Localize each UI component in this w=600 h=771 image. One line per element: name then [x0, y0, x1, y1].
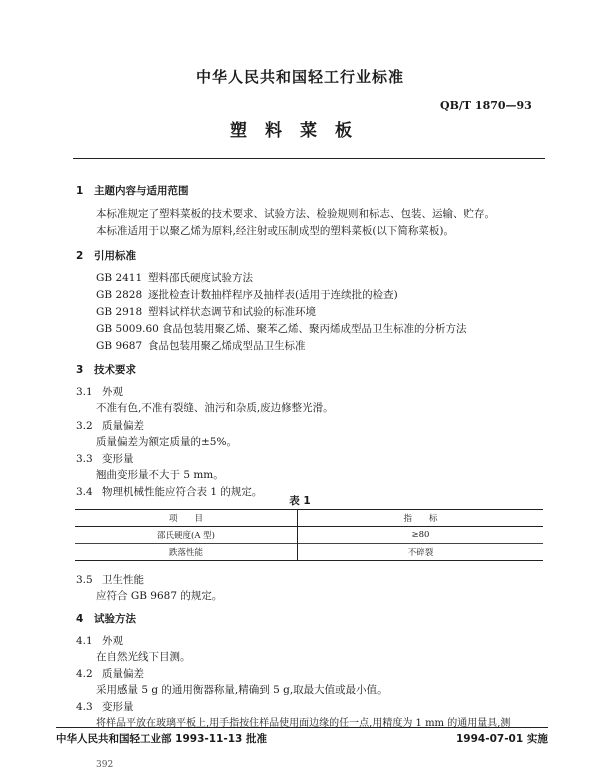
section-4-heading: 4 试验方法 — [76, 613, 136, 625]
clause-4-1-text: 在自然光线下目测。 — [96, 651, 191, 663]
issuing-org-heading: 中华人民共和国轻工行业标准 — [195, 68, 404, 86]
clause-3-2-text: 质量偏差为额定质量的±5%。 — [96, 436, 237, 448]
section-1-para-2: 本标准适用于以聚乙烯为原料,经注射或压制成型的塑料菜板(以下简称菜板)。 — [96, 225, 455, 237]
table-row — [75, 544, 543, 561]
clause-4-2-heading: 4.2 质量偏差 — [76, 668, 144, 680]
ref-item: GB 2918 塑料试样状态调节和试验的标准环境 — [96, 306, 316, 318]
clause-4-2-text: 采用感量 5 g 的通用衡器称量,精确到 5 g,取最大值或最小值。 — [96, 684, 388, 696]
clause-3-2-heading: 3.2 质量偏差 — [76, 420, 144, 432]
footer-rule — [56, 727, 548, 728]
clause-3-4-heading: 3.4 物理机械性能应符合表 1 的规定。 — [76, 486, 263, 498]
table-cell: 不碎裂 — [298, 544, 544, 561]
section-1-heading: 1 主题内容与适用范围 — [76, 185, 189, 197]
clause-3-5-heading: 3.5 卫生性能 — [76, 574, 144, 586]
title-rule — [73, 158, 545, 159]
table-cell: ≥80 — [298, 527, 544, 544]
clause-4-1-heading: 4.1 外观 — [76, 635, 123, 647]
standard-code: QB/T 1870—93 — [440, 99, 532, 112]
section-2-heading: 2 引用标准 — [76, 250, 136, 262]
table-cell: 跌落性能 — [75, 544, 298, 561]
implementation-date: 1994-07-01 实施 — [456, 733, 548, 745]
section-1-para-1: 本标准规定了塑料菜板的技术要求、试验方法、检验规则和标志、包装、运输、贮存。 — [96, 208, 495, 220]
clause-3-5-text: 应符合 GB 9687 的规定。 — [96, 590, 223, 602]
section-3-heading: 3 技术要求 — [76, 364, 136, 376]
clause-3-3-text: 翘曲变形量不大于 5 mm。 — [96, 469, 224, 481]
clause-3-1-heading: 3.1 外观 — [76, 386, 123, 398]
clause-4-3-heading: 4.3 变形量 — [76, 701, 134, 713]
clause-3-1-text: 不准有色,不准有裂缝、油污和杂质,废边修整光滑。 — [96, 402, 334, 414]
table-cell: 邵氏硬度(A 型) — [75, 527, 298, 544]
clause-4-3-text: 将样品平放在玻璃平板上,用手指按住样品使用面边缘的任一点,用精度为 1 mm 的通用量具,测 — [96, 718, 511, 729]
approval-line: 中华人民共和国轻工业部 1993-11-13 批准 — [56, 733, 267, 745]
document-title: 塑料菜板 — [230, 121, 370, 141]
clause-3-3-heading: 3.3 变形量 — [76, 453, 134, 465]
ref-item: GB 5009.60 食品包装用聚乙烯、聚苯乙烯、聚丙烯成型品卫生标准的分析方法 — [96, 323, 467, 335]
ref-item: GB 2828 逐批检查计数抽样程序及抽样表(适用于连续批的检查) — [96, 289, 398, 301]
ref-item: GB 9687 食品包装用聚乙烯成型品卫生标准 — [96, 340, 306, 352]
table-header-item: 项 目 — [75, 510, 298, 527]
page-number: 392 — [96, 760, 114, 770]
table-header-spec: 指 标 — [298, 510, 544, 527]
table-row — [75, 527, 543, 544]
table-1-caption: 表 1 — [289, 495, 311, 507]
ref-item: GB 2411 塑料邵氏硬度试验方法 — [96, 272, 253, 284]
table-1 — [75, 509, 543, 561]
